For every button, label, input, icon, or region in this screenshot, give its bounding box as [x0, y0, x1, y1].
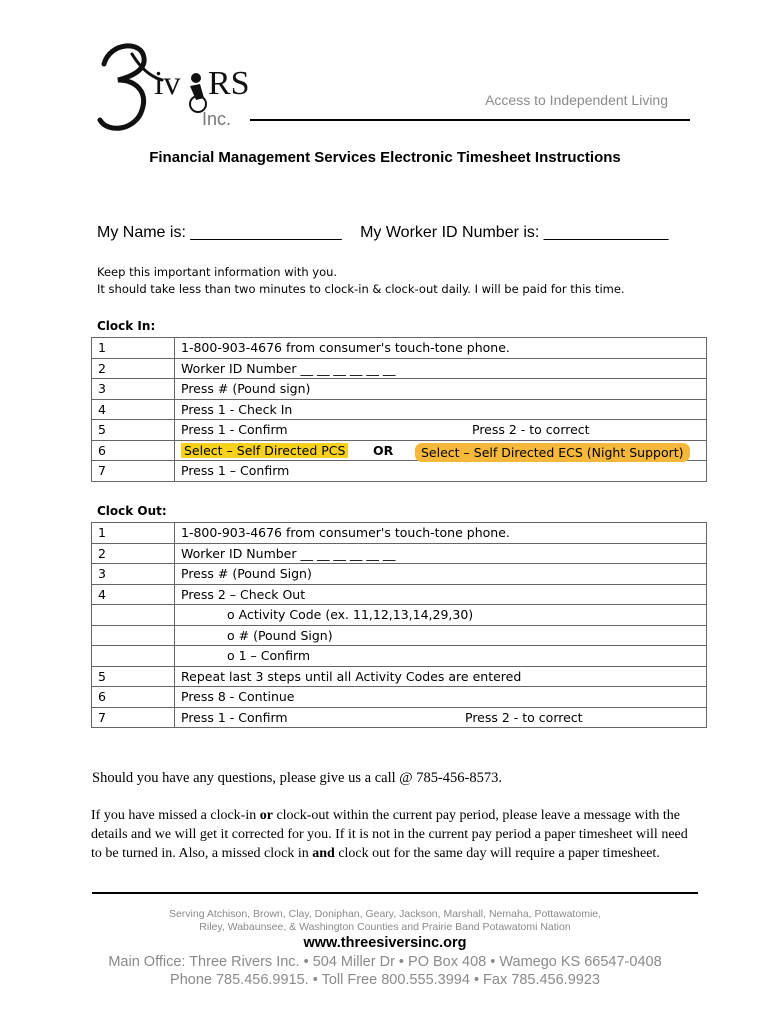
table-row — [92, 605, 707, 626]
step-number: 4 — [92, 399, 175, 420]
step-number: 6 — [92, 440, 175, 461]
step-text: 1-800-903-4676 from consumer's touch-tone phone. — [181, 525, 510, 541]
step-text: Press 1 - Confirm — [181, 709, 288, 725]
note-line-1: Keep this important information with you. — [97, 265, 338, 279]
step-text-cell — [175, 625, 707, 646]
serving-line-1: Serving Atchison, Brown, Clay, Doniphan, Geary, Jackson, Marshall, Nemaha, Pottawatomie, — [168, 908, 602, 920]
step-text-cell — [175, 440, 707, 461]
correct-option: Press 2 - to correct — [472, 422, 590, 438]
name-label: My Name is: _________________ — [97, 224, 342, 241]
missed-bold-1: or — [259, 808, 273, 823]
step-number: 7 — [92, 461, 175, 482]
step-number: 3 — [92, 379, 175, 400]
missed-text-1: If you have missed a clock-in — [91, 808, 260, 823]
missed-text-2: clock-out within the current pay period, please leave a message with the details and we will get it corrected for you. If it is not in the current pay period a paper timesheet will need to be turned in. Also, a missed clock in — [91, 808, 688, 861]
svg-text:iv: iv — [154, 65, 181, 102]
missed-bold-2: and — [312, 846, 335, 861]
step-text-cell — [175, 543, 707, 564]
website-link[interactable]: www.threesiversinc.org — [303, 935, 467, 951]
table-row — [92, 420, 707, 441]
table-row — [92, 666, 707, 687]
step-number — [92, 605, 175, 626]
step-text-cell — [175, 687, 707, 708]
table-row — [92, 399, 707, 420]
table-row — [92, 338, 707, 359]
step-number — [92, 625, 175, 646]
step-text-cell — [175, 420, 707, 441]
clock-in-table — [91, 337, 707, 482]
step-number: 5 — [92, 420, 175, 441]
table-row — [92, 584, 707, 605]
step-text: Repeat last 3 steps until all Activity Codes are entered — [181, 668, 522, 684]
serving-line-2: Riley, Wabaunsee, & Washington Counties and Prairie Band Potawatomi Nation — [199, 921, 571, 933]
footer-rule — [92, 892, 698, 894]
step-number: 7 — [92, 707, 175, 728]
step-text-cell — [175, 666, 707, 687]
table-row — [92, 687, 707, 708]
table-row — [92, 461, 707, 482]
page-title: Financial Management Services Electronic Timesheet Instructions — [149, 149, 621, 166]
step-text: Press # (Pound Sign) — [181, 566, 312, 582]
clock-in-label: Clock In: — [97, 319, 156, 333]
step-text: 1-800-903-4676 from consumer's touch-tone phone. — [181, 340, 510, 356]
step-text: Press 1 – Confirm — [181, 463, 290, 479]
note — [97, 264, 625, 298]
step-text-cell — [175, 523, 707, 544]
step-number: 1 — [92, 338, 175, 359]
correct-option: Press 2 - to correct — [465, 709, 583, 725]
table-row — [92, 646, 707, 667]
step-number: 1 — [92, 523, 175, 544]
step-text-cell — [175, 461, 707, 482]
office-address: Main Office: Three Rivers Inc. • 504 Miller Dr • PO Box 408 • Wamego KS 66547-0408 — [108, 954, 662, 970]
worker-id-label: My Worker ID Number is: ______________ — [360, 224, 669, 241]
missed-text-3: clock out for the same day will require a paper timesheet. — [334, 846, 660, 861]
step-number: 2 — [92, 358, 175, 379]
table-row — [92, 564, 707, 585]
svg-text:RS: RS — [208, 65, 250, 102]
step-number: 2 — [92, 543, 175, 564]
table-row — [92, 707, 707, 728]
or-label: OR — [373, 442, 394, 458]
company-logo — [92, 34, 292, 138]
step-text: Worker ID Number __ __ __ __ __ __ — [181, 545, 396, 561]
step-text-cell — [175, 646, 707, 667]
step-text-cell — [175, 564, 707, 585]
step-text-cell — [175, 605, 707, 626]
step-text: Press 8 - Continue — [181, 689, 295, 705]
missed-clock-paragraph — [91, 806, 691, 863]
step-text: Press 1 - Check In — [181, 401, 293, 417]
step-text-cell — [175, 379, 707, 400]
step-text-cell — [175, 584, 707, 605]
table-row — [92, 625, 707, 646]
table-row — [92, 543, 707, 564]
step-text: Press 2 – Check Out — [181, 586, 306, 602]
step-text: Press # (Pound sign) — [181, 381, 311, 397]
tagline: Access to Independent Living — [485, 92, 668, 108]
step-number: 3 — [92, 564, 175, 585]
table-row — [92, 523, 707, 544]
phone-numbers: Phone 785.456.9915. • Toll Free 800.555.3994 • Fax 785.456.9923 — [170, 972, 600, 988]
table-row — [92, 440, 707, 461]
step-number — [92, 646, 175, 667]
step-text-cell — [175, 338, 707, 359]
table-row — [92, 379, 707, 400]
step-text-cell — [175, 358, 707, 379]
step-text: o # (Pound Sign) — [227, 627, 333, 643]
ecs-option: Select – Self Directed ECS (Night Support) — [415, 443, 690, 462]
step-text: o 1 – Confirm — [227, 648, 311, 664]
step-text: o Activity Code (ex. 11,12,13,14,29,30) — [227, 607, 474, 623]
step-number: 4 — [92, 584, 175, 605]
clock-out-label: Clock Out: — [97, 504, 167, 518]
svg-text:Inc.: Inc. — [202, 109, 232, 129]
header-rule — [250, 119, 690, 121]
clock-out-table — [91, 522, 707, 728]
step-text: Select – Self Directed PCS — [181, 443, 348, 458]
note-line-2: It should take less than two minutes to clock-in & clock-out daily. I will be paid for this time. — [97, 282, 625, 296]
step-text: Press 1 - Confirm — [181, 422, 288, 438]
contact-text: Should you have any questions, please give us a call @ 785-456-8573. — [92, 770, 503, 786]
step-text: Worker ID Number __ __ __ __ __ __ — [181, 360, 396, 376]
step-text-cell — [175, 399, 707, 420]
step-number: 5 — [92, 666, 175, 687]
step-number: 6 — [92, 687, 175, 708]
step-text-cell — [175, 707, 707, 728]
table-row — [92, 358, 707, 379]
identity-line — [97, 224, 668, 242]
